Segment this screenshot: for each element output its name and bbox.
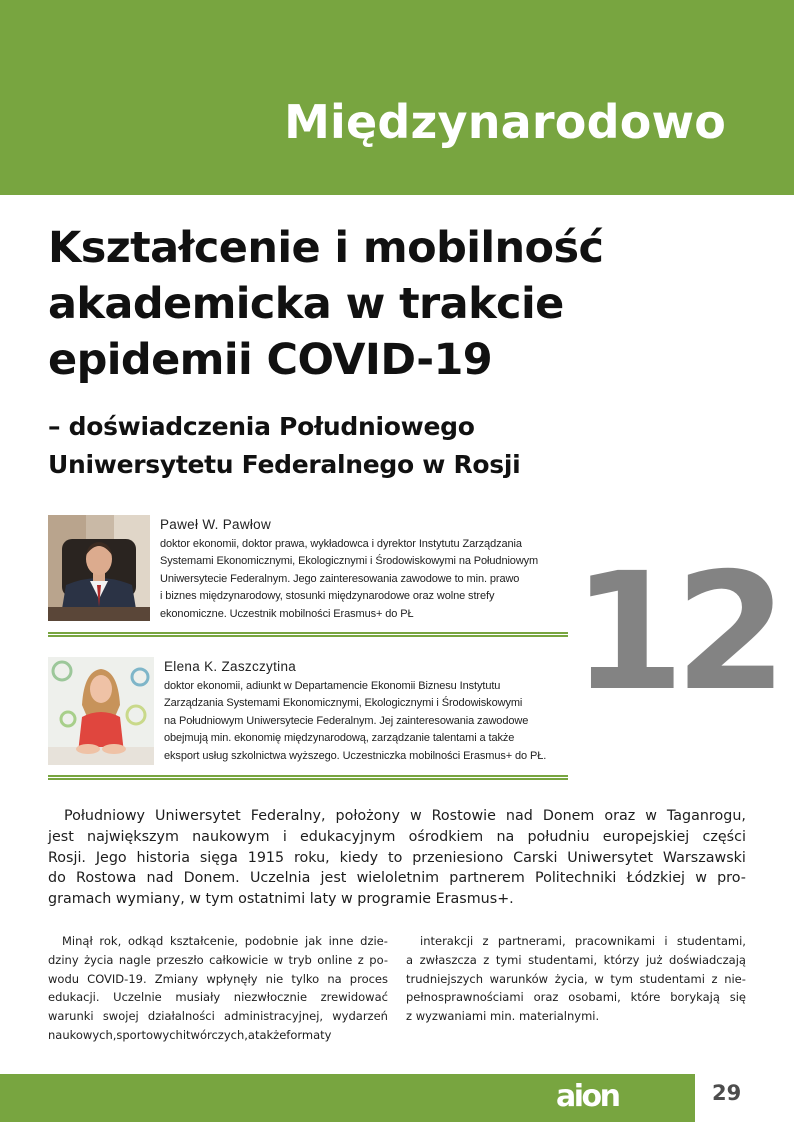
word: kiedy: [339, 849, 379, 866]
text-line: [406, 970, 746, 989]
word: inne: [328, 934, 354, 948]
body-column-left: [48, 932, 388, 1045]
divider: [48, 632, 568, 637]
word: życia,: [554, 971, 588, 986]
subtitle-line: Uniwersytetu Federalnego w Rosji: [48, 450, 521, 479]
bio-line: eksport usług szkolnictwa wyższego. Uczestniczka mobilności Erasmus+ do PŁ.: [164, 749, 547, 762]
word: borykają: [670, 990, 720, 1005]
word: odkąd: [127, 934, 164, 948]
text-line: [48, 868, 746, 889]
bio-line: doktor ekonomii, doktor prawa, wykładowca i dyrektor Instytutu Zarządzania: [160, 538, 522, 550]
bio-line: Systemami Ekonomicznymi, Ekologicznymi i Środowiskowymi na Południowym: [160, 555, 539, 568]
word: się: [729, 990, 746, 1005]
word: rok,: [99, 934, 122, 948]
author-name: Elena K. Zaszczytina: [164, 659, 297, 674]
text-line: [48, 848, 746, 869]
word: Uniwersytet: [154, 808, 241, 824]
word: południu: [527, 828, 590, 845]
word: pro-: [717, 870, 746, 887]
author-name: Paweł W. Pawłow: [160, 517, 272, 532]
word: Uniwersytet: [567, 849, 654, 866]
word: musiały: [175, 990, 221, 1005]
word: które: [630, 990, 661, 1005]
word: edukacyjnym: [300, 828, 396, 845]
word: działalności: [147, 1009, 215, 1024]
word: historia: [136, 849, 190, 866]
word: jest: [320, 870, 347, 887]
word: którzy: [603, 952, 640, 967]
word: dziny: [48, 952, 79, 967]
word: Zmiany: [154, 971, 199, 986]
word: do: [48, 870, 66, 887]
word: studentami: [639, 971, 705, 986]
article-number: 12: [572, 539, 778, 727]
word: nad: [505, 808, 533, 824]
title-line: epidemii COVID-19: [48, 335, 493, 385]
word: po-: [369, 952, 388, 967]
word: pełnosprawnościami: [406, 990, 524, 1005]
word: europejskiej: [602, 828, 690, 845]
word: z: [711, 971, 718, 986]
word: na: [327, 971, 342, 986]
word: Taganrogu,: [666, 808, 746, 824]
word: naukowych,: [48, 1027, 117, 1042]
word: edukacji.: [48, 990, 100, 1005]
word: zwłaszcza: [419, 952, 477, 967]
word: to: [388, 849, 403, 866]
word: Uczelnie: [113, 990, 162, 1005]
word: proces: [349, 971, 388, 986]
bio-line: ekonomiczne. Uczestnik mobilności Erasmus+ do PŁ: [160, 607, 414, 620]
word: Politechniki: [534, 870, 617, 887]
word: kształcenie,: [169, 934, 239, 948]
word: podobnie: [244, 934, 299, 948]
word: ośrodkiem: [408, 828, 484, 845]
bio-line: na Południowym Uniwersytecie Federalnym. Jej zainteresowania zawodowe: [164, 714, 529, 727]
author-photo-zaszczytina: [48, 657, 154, 765]
author-bio: [164, 678, 546, 765]
text-line: [406, 988, 746, 1007]
page-number: 29: [712, 1081, 742, 1105]
bio-line: i biznes międzynarodowy, stosunki międzynarodowe oraz wolne strefy: [160, 590, 495, 603]
word: interakcji: [420, 934, 474, 948]
word: Łódzkiej: [626, 870, 685, 887]
word: Minął: [62, 934, 93, 948]
word: w: [594, 971, 604, 986]
word: całkowicie: [209, 952, 269, 967]
word: wpłynęły: [206, 971, 258, 986]
text-line: [48, 951, 388, 970]
word: z: [357, 952, 364, 967]
bio-line: Zarządzania Systemami Ekonomicznymi, Ekologicznymi i Środowiskowymi: [164, 697, 523, 710]
word: oraz: [533, 990, 559, 1005]
word: niezwłocznie: [233, 990, 308, 1005]
word: trudniejszych: [406, 971, 484, 986]
text-line: [48, 988, 388, 1007]
word: nie-: [724, 971, 746, 986]
word: nie: [265, 971, 284, 986]
word: oraz: [604, 808, 636, 824]
word: Rostowie: [431, 808, 496, 824]
word: nad: [146, 870, 174, 887]
word: z: [483, 952, 490, 967]
word: i: [664, 934, 668, 948]
word: Uczelnia: [249, 870, 311, 887]
author-photo-pawlow: [48, 515, 150, 621]
word: życia: [84, 952, 114, 967]
word: w: [273, 952, 284, 967]
word: Carski: [513, 849, 558, 866]
word: doświadczają: [669, 952, 746, 967]
word: i: [282, 828, 287, 845]
word: największym: [87, 828, 179, 845]
word: studentami,: [528, 952, 598, 967]
word: warunki: [48, 1009, 94, 1024]
word: Południowy: [64, 808, 145, 824]
text-line: [406, 932, 746, 951]
word: dzie-: [360, 934, 388, 948]
word: tym: [610, 971, 633, 986]
word: naukowym: [192, 828, 270, 845]
word: Donem.: [183, 870, 240, 887]
word: swojej: [102, 1009, 139, 1024]
word: przeniesiono: [412, 849, 504, 866]
text-line: [406, 1007, 746, 1026]
word: przeszło: [156, 952, 204, 967]
word: nagle: [118, 952, 151, 967]
word: wodu: [48, 971, 80, 986]
word: części: [702, 828, 746, 845]
word: na: [496, 828, 515, 845]
subtitle-line: – doświadczenia Południowego: [48, 412, 475, 441]
word: w: [695, 870, 707, 887]
aion-logo: aion: [556, 1079, 619, 1114]
title-line: akademicka w trakcie: [48, 279, 564, 329]
text-line: [48, 1026, 388, 1045]
body-column-right: [406, 932, 746, 1026]
word: wieloletnim: [356, 870, 440, 887]
word: osobami,: [568, 990, 621, 1005]
word: COVID-19.: [87, 971, 147, 986]
word: tylko: [291, 971, 320, 986]
text-line: [48, 806, 746, 827]
word: twórczych,: [186, 1027, 248, 1042]
word: położony: [335, 808, 400, 824]
word: pracownikami: [574, 934, 656, 948]
word: w: [645, 808, 657, 824]
section-title: Międzynarodowo: [284, 95, 726, 149]
word: jest: [48, 828, 74, 845]
word: zrewidować: [320, 990, 388, 1005]
word: Rosji.: [48, 849, 86, 866]
word: Rostowa: [76, 870, 137, 887]
word: w: [409, 808, 422, 824]
word: partnerami,: [497, 934, 566, 948]
word: już: [645, 952, 663, 967]
title-line: Kształcenie i mobilność: [48, 223, 604, 273]
word: sportowych: [116, 1027, 183, 1042]
divider: [48, 775, 568, 780]
word: administracyjnej,: [224, 1009, 324, 1024]
word: studentami,: [676, 934, 746, 948]
word: online: [317, 952, 353, 967]
word: sięga: [199, 849, 238, 866]
word: także: [254, 1027, 287, 1042]
text-line: [48, 889, 746, 910]
word: i: [182, 1027, 187, 1042]
text-line: [48, 1007, 388, 1026]
word: wydarzeń: [332, 1009, 388, 1024]
word: Federalny,: [250, 808, 326, 824]
word: Donem: [542, 808, 595, 824]
text-line: [48, 827, 746, 848]
bio-line: doktor ekonomii, adiunkt w Departamencie Ekonomii Biznesu Instytutu: [164, 680, 501, 692]
text-line: [406, 951, 746, 970]
word: gramach wymiany, w tym ostatnimi laty w programie Erasmus+.: [48, 891, 514, 908]
article-title: [48, 220, 688, 388]
word: a: [247, 1027, 255, 1042]
word: a: [406, 952, 414, 967]
author-bio: [160, 536, 538, 623]
word: 1915: [247, 849, 285, 866]
word: tymi: [495, 952, 522, 967]
word: Jego: [95, 849, 127, 866]
article-subtitle: [48, 408, 688, 484]
text-line: [48, 970, 388, 989]
bio-line: obejmują min. ekonomię międzynarodową, zarządzanie talentami a także: [164, 732, 515, 745]
word: partnerem: [449, 870, 525, 887]
lead-paragraph: [48, 806, 746, 910]
word: z: [482, 934, 489, 948]
word: jak: [305, 934, 322, 948]
word: tryb: [288, 952, 312, 967]
bio-line: Uniwersytecie Federalnym. Jego zainteresowania zawodowe to min. prawo: [160, 572, 520, 585]
word: warunków: [489, 971, 549, 986]
word: z wyzwaniami min. materialnymi.: [406, 1009, 600, 1024]
word: formaty: [286, 1027, 332, 1042]
word: Warszawski: [662, 849, 746, 866]
word: roku,: [293, 849, 330, 866]
text-line: [48, 932, 388, 951]
